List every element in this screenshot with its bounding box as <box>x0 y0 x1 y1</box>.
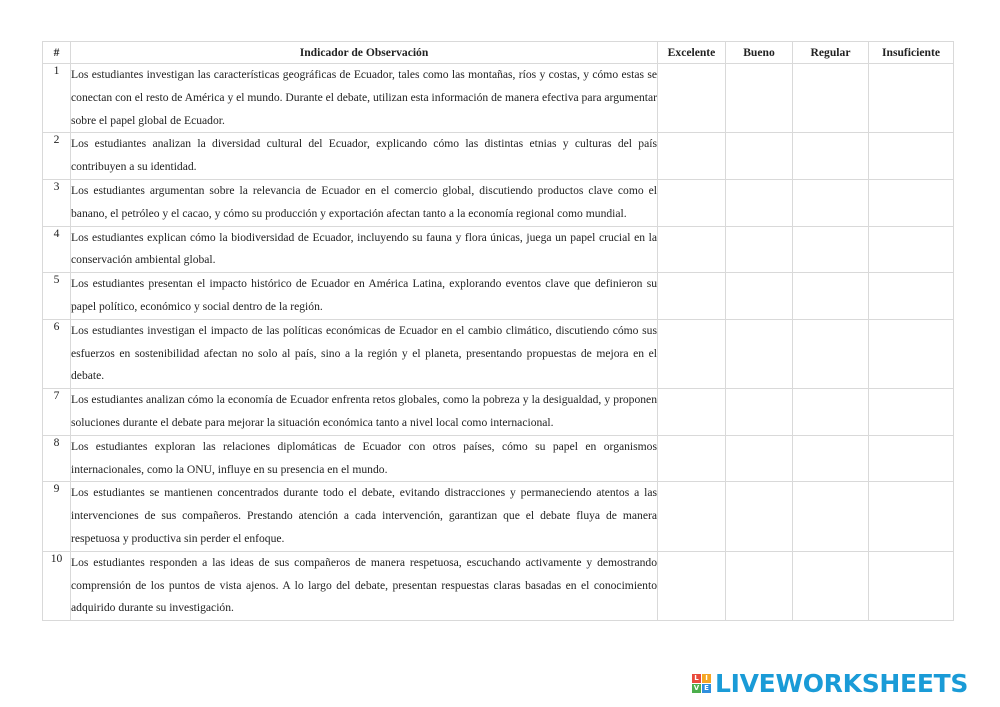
indicator-text: Los estudiantes exploran las relaciones diplomáticas de Ecuador con otros países, cómo su papel en organismos internacionales, como la ONU, influye en su presencia en el mundo. <box>71 435 658 482</box>
header-indicator: Indicador de Observación <box>71 42 658 64</box>
cell-good[interactable] <box>726 435 793 482</box>
table-row <box>43 551 954 620</box>
cell-good[interactable] <box>726 551 793 620</box>
indicator-text: Los estudiantes explican cómo la biodiversidad de Ecuador, incluyendo su fauna y flora únicas, juega un papel crucial en la conservación ambiental global. <box>71 226 658 273</box>
table-row <box>43 319 954 388</box>
indicator-text: Los estudiantes investigan el impacto de las políticas económicas de Ecuador en el cambio climático, discutiendo cómo sus esfuerzos en sostenibilidad afectan no solo al país, sino a la región y el planeta, presentando propuestas de mejora en el debate. <box>71 319 658 388</box>
cell-excellent[interactable] <box>658 226 726 273</box>
cell-excellent[interactable] <box>658 179 726 226</box>
table-row <box>43 226 954 273</box>
cell-insufficient[interactable] <box>869 435 954 482</box>
cell-insufficient[interactable] <box>869 389 954 436</box>
rubric-table <box>42 41 954 621</box>
indicator-text: Los estudiantes argumentan sobre la relevancia de Ecuador en el comercio global, discutiendo productos clave como el banano, el petróleo y el cacao, y cómo su producción y exportación afectan tanto a la economía regional como mundial. <box>71 179 658 226</box>
cell-insufficient[interactable] <box>869 64 954 133</box>
logo-mark-letter: I <box>702 674 711 683</box>
cell-good[interactable] <box>726 179 793 226</box>
cell-excellent[interactable] <box>658 482 726 551</box>
table-row <box>43 64 954 133</box>
header-insufficient: Insuficiente <box>869 42 954 64</box>
cell-excellent[interactable] <box>658 551 726 620</box>
cell-good[interactable] <box>726 273 793 320</box>
cell-insufficient[interactable] <box>869 482 954 551</box>
table-row <box>43 273 954 320</box>
table-row <box>43 482 954 551</box>
table-row <box>43 435 954 482</box>
table-row <box>43 179 954 226</box>
cell-good[interactable] <box>726 482 793 551</box>
cell-good[interactable] <box>726 226 793 273</box>
cell-good[interactable] <box>726 133 793 180</box>
cell-insufficient[interactable] <box>869 226 954 273</box>
row-number: 6 <box>43 319 71 388</box>
cell-regular[interactable] <box>793 133 869 180</box>
cell-insufficient[interactable] <box>869 273 954 320</box>
cell-insufficient[interactable] <box>869 133 954 180</box>
cell-regular[interactable] <box>793 273 869 320</box>
logo-text: LIVEWORKSHEETS <box>715 668 969 698</box>
cell-excellent[interactable] <box>658 435 726 482</box>
cell-regular[interactable] <box>793 319 869 388</box>
header-good: Bueno <box>726 42 793 64</box>
cell-regular[interactable] <box>793 226 869 273</box>
liveworksheets-logo <box>692 667 968 699</box>
table-row <box>43 133 954 180</box>
row-number: 5 <box>43 273 71 320</box>
row-number: 3 <box>43 179 71 226</box>
cell-regular[interactable] <box>793 179 869 226</box>
logo-mark-letter: L <box>692 674 701 683</box>
indicator-text: Los estudiantes investigan las características geográficas de Ecuador, tales como las montañas, ríos y costas, y cómo estas se conectan con el resto de América y el mundo. Durante el debate, utilizan esta información de manera efectiva para argumentar sobre el papel global de Ecuador. <box>71 64 658 133</box>
cell-excellent[interactable] <box>658 133 726 180</box>
row-number: 1 <box>43 64 71 133</box>
row-number: 2 <box>43 133 71 180</box>
cell-insufficient[interactable] <box>869 179 954 226</box>
cell-insufficient[interactable] <box>869 319 954 388</box>
cell-good[interactable] <box>726 64 793 133</box>
row-number: 9 <box>43 482 71 551</box>
header-num: # <box>43 42 71 64</box>
indicator-text: Los estudiantes se mantienen concentrados durante todo el debate, evitando distracciones y permaneciendo atentos a las intervenciones de sus compañeros. Prestando atención a cada intervención, garantizan que el debate fluya de manera respetuosa y productiva sin perder el enfoque. <box>71 482 658 551</box>
table-row <box>43 389 954 436</box>
row-number: 10 <box>43 551 71 620</box>
cell-regular[interactable] <box>793 551 869 620</box>
cell-regular[interactable] <box>793 64 869 133</box>
logo-mark-letter: E <box>702 684 711 693</box>
indicator-text: Los estudiantes responden a las ideas de sus compañeros de manera respetuosa, escuchando activamente y demostrando comprensión de los puntos de vista ajenos. A lo largo del debate, presentan respuestas claras basadas en el conocimiento adquirido durante su investigación. <box>71 551 658 620</box>
header-row <box>43 42 954 64</box>
cell-excellent[interactable] <box>658 389 726 436</box>
header-regular: Regular <box>793 42 869 64</box>
cell-regular[interactable] <box>793 482 869 551</box>
liveworksheets-mark-icon <box>692 674 711 693</box>
row-number: 7 <box>43 389 71 436</box>
indicator-text: Los estudiantes analizan la diversidad cultural del Ecuador, explicando cómo las distintas etnias y culturas del país contribuyen a su identidad. <box>71 133 658 180</box>
cell-excellent[interactable] <box>658 273 726 320</box>
row-number: 4 <box>43 226 71 273</box>
cell-good[interactable] <box>726 389 793 436</box>
cell-insufficient[interactable] <box>869 551 954 620</box>
cell-good[interactable] <box>726 319 793 388</box>
cell-excellent[interactable] <box>658 64 726 133</box>
cell-regular[interactable] <box>793 389 869 436</box>
indicator-text: Los estudiantes analizan cómo la economía de Ecuador enfrenta retos globales, como la pobreza y la desigualdad, y proponen soluciones durante el debate para mejorar la situación económica tanto a nivel local como internacional. <box>71 389 658 436</box>
cell-excellent[interactable] <box>658 319 726 388</box>
indicator-text: Los estudiantes presentan el impacto histórico de Ecuador en América Latina, explorando eventos clave que definieron su papel político, económico y social dentro de la región. <box>71 273 658 320</box>
cell-regular[interactable] <box>793 435 869 482</box>
header-excellent: Excelente <box>658 42 726 64</box>
logo-mark-letter: V <box>693 684 700 692</box>
row-number: 8 <box>43 435 71 482</box>
